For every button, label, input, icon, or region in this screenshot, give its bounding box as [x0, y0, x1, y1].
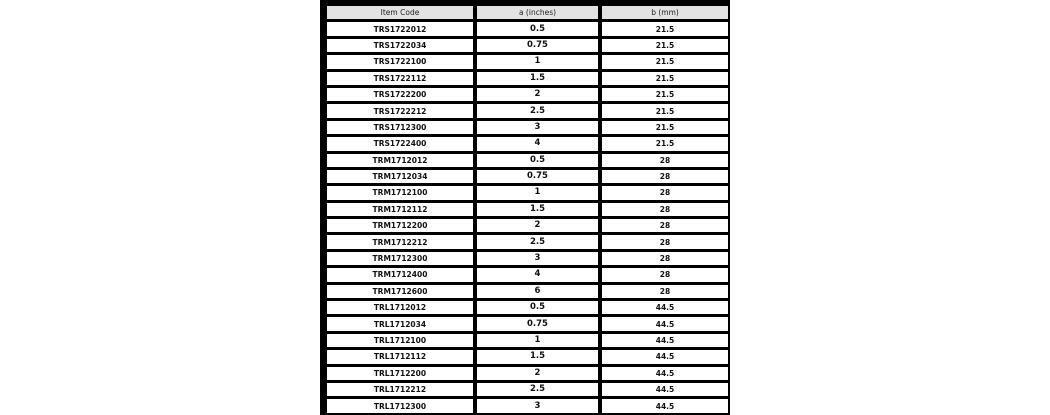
table-row — [327, 252, 728, 265]
a-inches-cell: 0.5 — [477, 154, 598, 167]
item-code-cell: TRS1712300 — [327, 121, 473, 134]
item-code-cell: TRL1712012 — [327, 301, 473, 314]
b-mm-cell: 44.5 — [602, 367, 728, 380]
b-mm-cell: 28 — [602, 235, 728, 248]
table-row — [327, 334, 728, 347]
a-inches-cell: 0.75 — [477, 317, 598, 330]
table-row — [327, 39, 728, 52]
b-mm-cell: 28 — [602, 268, 728, 281]
b-mm-cell: 28 — [602, 285, 728, 298]
table-row — [327, 367, 728, 380]
item-code-cell: TRL1712100 — [327, 334, 473, 347]
a-inches-cell: 1 — [477, 55, 598, 68]
item-code-cell: TRS1722200 — [327, 88, 473, 101]
b-mm-cell: 21.5 — [602, 72, 728, 85]
item-code-cell: TRM1712600 — [327, 285, 473, 298]
b-mm-cell: 44.5 — [602, 383, 728, 396]
table-row — [327, 137, 728, 150]
b-mm-cell: 28 — [602, 252, 728, 265]
b-mm-cell: 21.5 — [602, 104, 728, 117]
b-mm-cell: 28 — [602, 154, 728, 167]
table-row — [327, 301, 728, 314]
item-code-cell: TRS1722400 — [327, 137, 473, 150]
b-mm-cell: 21.5 — [602, 55, 728, 68]
table-row — [327, 219, 728, 232]
a-inches-cell: 0.75 — [477, 170, 598, 183]
b-mm-cell: 21.5 — [602, 22, 728, 35]
a-inches-cell: 1.5 — [477, 72, 598, 85]
b-mm-cell: 44.5 — [602, 399, 728, 412]
item-code-cell: TRL1712300 — [327, 399, 473, 412]
item-code-cell: TRM1712112 — [327, 203, 473, 216]
b-mm-cell: 21.5 — [602, 121, 728, 134]
item-code-cell: TRS1722112 — [327, 72, 473, 85]
header-item-code: Item Code — [327, 6, 473, 19]
table-row — [327, 22, 728, 35]
item-code-cell: TRM1712034 — [327, 170, 473, 183]
table-row — [327, 285, 728, 298]
item-code-cell: TRL1712200 — [327, 367, 473, 380]
table-row — [327, 88, 728, 101]
b-mm-cell: 44.5 — [602, 350, 728, 363]
a-inches-cell: 1 — [477, 334, 598, 347]
b-mm-cell: 21.5 — [602, 39, 728, 52]
item-code-cell: TRS1722034 — [327, 39, 473, 52]
table-row — [327, 186, 728, 199]
spec-table — [323, 3, 730, 415]
table-row — [327, 350, 728, 363]
a-inches-cell: 0.5 — [477, 301, 598, 314]
item-code-cell: TRM1712012 — [327, 154, 473, 167]
b-mm-cell: 21.5 — [602, 88, 728, 101]
a-inches-cell: 1.5 — [477, 203, 598, 216]
item-code-cell: TRS1722100 — [327, 55, 473, 68]
a-inches-cell: 3 — [477, 252, 598, 265]
table-row — [327, 55, 728, 68]
b-mm-cell: 44.5 — [602, 301, 728, 314]
b-mm-cell: 28 — [602, 186, 728, 199]
table-row — [327, 121, 728, 134]
a-inches-cell: 6 — [477, 285, 598, 298]
item-code-cell: TRS1722212 — [327, 104, 473, 117]
b-mm-cell: 28 — [602, 170, 728, 183]
b-mm-cell: 44.5 — [602, 317, 728, 330]
a-inches-cell: 1 — [477, 186, 598, 199]
item-code-cell: TRM1712300 — [327, 252, 473, 265]
item-code-cell: TRM1712212 — [327, 235, 473, 248]
table-row — [327, 170, 728, 183]
b-mm-cell: 28 — [602, 219, 728, 232]
table-row — [327, 383, 728, 396]
item-code-cell: TRL1712034 — [327, 317, 473, 330]
a-inches-cell: 2 — [477, 367, 598, 380]
a-inches-cell: 4 — [477, 137, 598, 150]
item-code-cell: TRS1722012 — [327, 22, 473, 35]
a-inches-cell: 2 — [477, 88, 598, 101]
table-row — [327, 268, 728, 281]
b-mm-cell: 28 — [602, 203, 728, 216]
item-code-cell: TRL1712112 — [327, 350, 473, 363]
item-code-cell: TRM1712100 — [327, 186, 473, 199]
table-row — [327, 104, 728, 117]
b-mm-cell: 44.5 — [602, 334, 728, 347]
spec-table-frame — [320, 0, 730, 415]
item-code-cell: TRM1712200 — [327, 219, 473, 232]
a-inches-cell: 2 — [477, 219, 598, 232]
table-row — [327, 72, 728, 85]
table-row — [327, 203, 728, 216]
a-inches-cell: 2.5 — [477, 104, 598, 117]
a-inches-cell: 2.5 — [477, 383, 598, 396]
header-b-mm: b (mm) — [602, 6, 728, 19]
table-row — [327, 317, 728, 330]
b-mm-cell: 21.5 — [602, 137, 728, 150]
header-a-inches: a (inches) — [477, 6, 598, 19]
a-inches-cell: 0.5 — [477, 22, 598, 35]
table-row — [327, 154, 728, 167]
a-inches-cell: 1.5 — [477, 350, 598, 363]
table-row — [327, 235, 728, 248]
item-code-cell: TRL1712212 — [327, 383, 473, 396]
a-inches-cell: 0.75 — [477, 39, 598, 52]
item-code-cell: TRM1712400 — [327, 268, 473, 281]
a-inches-cell: 3 — [477, 399, 598, 412]
a-inches-cell: 3 — [477, 121, 598, 134]
table-row — [327, 399, 728, 412]
a-inches-cell: 4 — [477, 268, 598, 281]
a-inches-cell: 2.5 — [477, 235, 598, 248]
table-header-row — [327, 6, 728, 19]
